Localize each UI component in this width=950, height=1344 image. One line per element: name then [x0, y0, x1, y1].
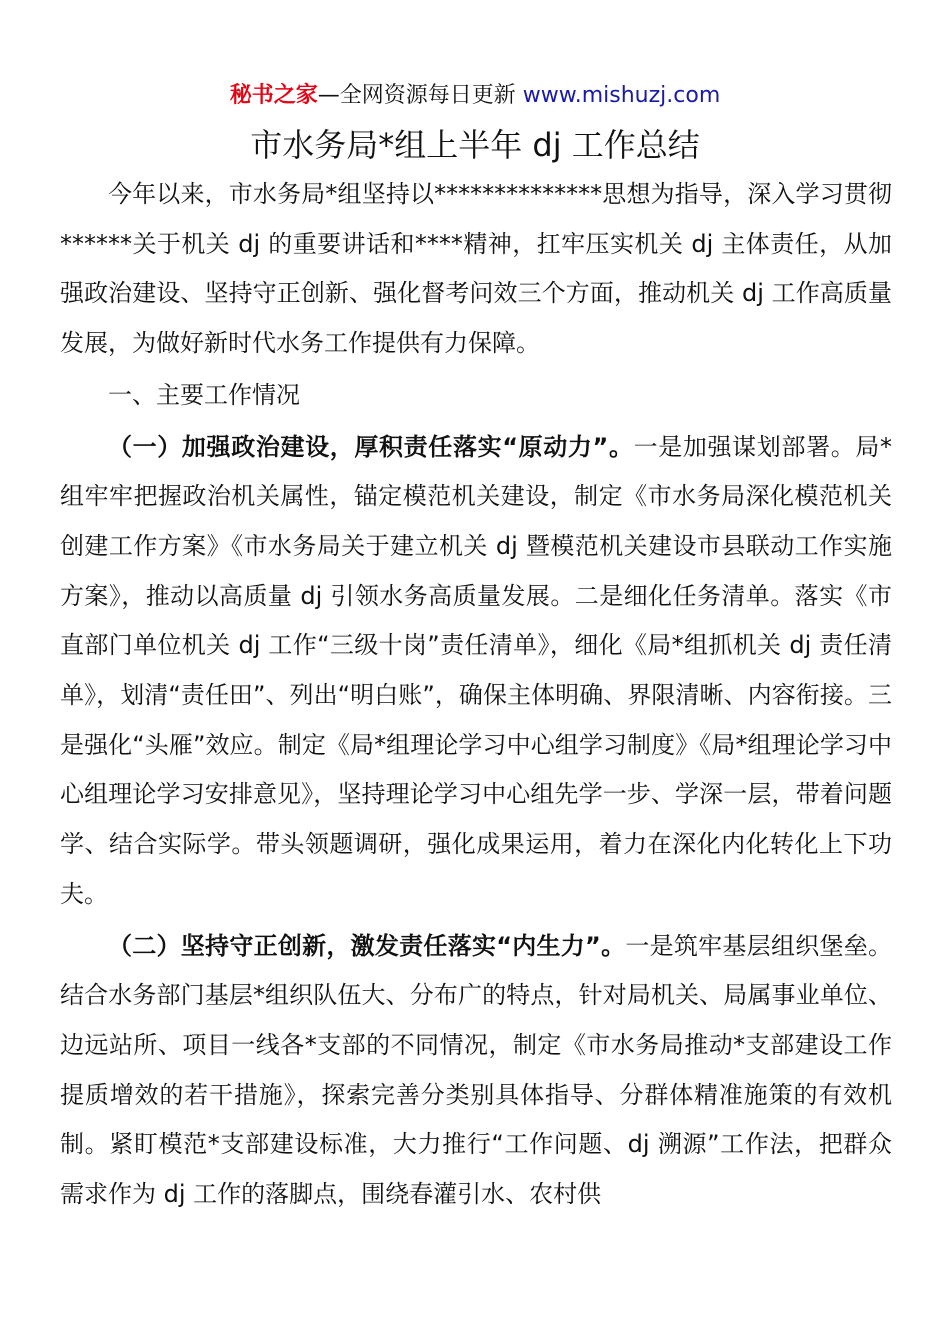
site-url: www.mishuzj.com: [522, 83, 721, 108]
document-title: 市水务局*组上半年 dj 工作总结: [250, 126, 700, 164]
paragraph-text: 今年以来，市水务局*组坚持以**************思想为指导，深入学习贯彻******关于机关 dj 的重要讲话和****精神，扛牢压实机关 dj 主体责任，从加强政治建设、坚持守正创新、强化督考问效三个方面，推动机关 dj 工作高质量发展，为做好新时代水务工作提供有力保障。: [60, 180, 892, 358]
site-header: [0, 80, 950, 112]
intro-paragraph: [60, 170, 892, 369]
subsection-heading: （一）加强政治建设，厚积责任落实“原动力”。: [108, 432, 634, 461]
brand-name: 秘书之家: [229, 83, 318, 108]
section-heading: [60, 371, 892, 421]
header-tagline: —全网资源每日更新: [317, 83, 523, 108]
paragraph-text: 一是加强谋划部署。局*组牢牢把握政治机关属性，锚定模范机关建设，制定《市水务局深化模范机关创建工作方案》《市水务局关于建立机关 dj 暨模范机关建设市县联动工作实施方案》，推动以高质量 dj 引领水务高质量发展。二是细化任务清单。落实《市直部门单位机关 dj 工作“三级十岗”责任清单》，细化《局*组抓机关 dj 责任清单》，划清“责任田”、列出“明白账”，确保主体明确、界限清晰、内容衔接。三是强化“头雁”效应。制定《局*组理论学习中心组学习制度》《局*组理论学习中心组理论学习安排意见》，坚持理论学习中心组先学一步、学深一层，带着问题学、结合实际学。带头领题调研，强化成果运用，着力在深化内化转化上下功夫。: [60, 432, 893, 908]
subsection-heading: （二）坚持守正创新，激发责任落实“内生力”。: [108, 931, 626, 960]
subsection-paragraph-2: [60, 922, 892, 1220]
section-heading-text: 一、主要工作情况: [108, 380, 300, 409]
subsection-paragraph-1: [60, 423, 892, 920]
paragraph-text: 一是筑牢基层组织堡垒。结合水务部门基层*组织队伍大、分布广的特点，针对局机关、局属事业单位、边远站所、项目一线各*支部的不同情况，制定《市水务局推动*支部建设工作提质增效的若干措施》，探索完善分类别具体指导、分群体精准施策的有效机制。紧盯模范*支部建设标准，大力推行“工作问题、dj 溯源”工作法，把群众需求作为 dj 工作的落脚点，围绕春灌引水、农村供: [60, 931, 893, 1209]
document-body: [60, 170, 892, 1220]
